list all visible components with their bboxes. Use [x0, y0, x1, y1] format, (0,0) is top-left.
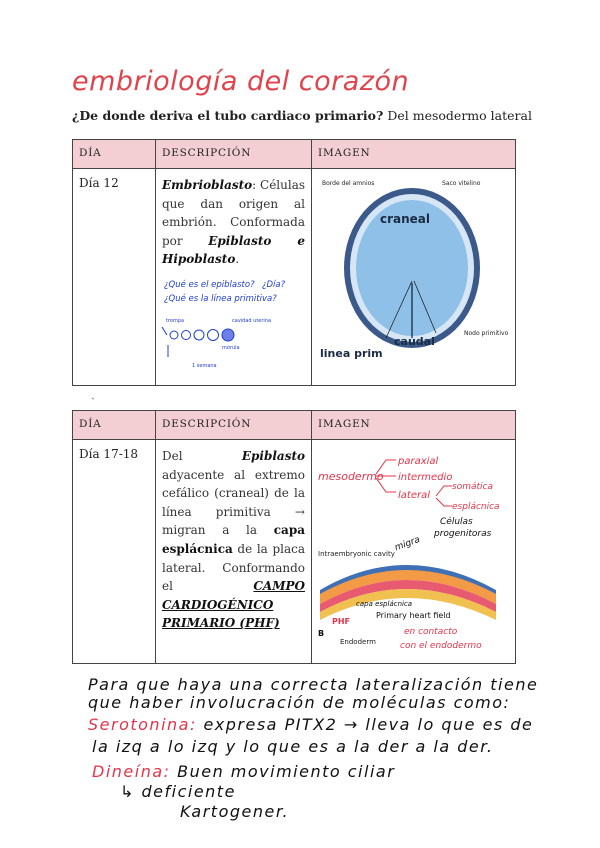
- fig-label-node: Nodo primitivo: [464, 330, 509, 337]
- page-subtitle: [72, 108, 532, 123]
- figure-heart-field: [316, 444, 500, 656]
- term-epiblasto: Epiblasto: [208, 233, 272, 248]
- table-day-12: [72, 139, 516, 386]
- note-endodermo: con el endodermo: [400, 641, 482, 651]
- row-day: Día 17-18: [73, 440, 156, 664]
- description-text: [162, 176, 305, 269]
- header-image: IMAGEN: [312, 411, 516, 440]
- hand-line-4: la izq a lo izq y lo que es a la der a la der.: [92, 737, 494, 756]
- term-dineina: Dineína:: [92, 762, 171, 781]
- row-image: [312, 169, 516, 386]
- sketch-cell-3: [194, 330, 204, 340]
- fig-label-cranial: craneal: [380, 212, 431, 226]
- note-paraxial: paraxial: [398, 456, 439, 467]
- note-somatica: somática: [452, 482, 493, 492]
- fig-label-caudal: caudal: [394, 335, 435, 348]
- header-description: DESCRIPCIÓN: [156, 411, 312, 440]
- hand-line-1: Para que haya una correcta lateralización tiene: [88, 675, 539, 694]
- fig-phf: PHF: [332, 617, 351, 626]
- row-day: Día 12: [73, 169, 156, 386]
- note-celulas: Células: [440, 517, 473, 527]
- note-migra: migra: [393, 534, 422, 554]
- note-contacto: en contacto: [404, 627, 458, 637]
- sketch-morula: [222, 329, 234, 341]
- subtitle-answer: Del mesodermo lateral: [387, 108, 532, 123]
- note-progenitoras: progenitoras: [434, 529, 492, 539]
- term-embrioblasto: Embrioblasto: [162, 178, 253, 192]
- page-title: embriología del corazón: [72, 66, 410, 97]
- header-day: DÍA: [73, 411, 156, 440]
- brace-meso: [376, 460, 396, 492]
- note-esplacnica: esplácnica: [452, 502, 500, 512]
- desc-part: adyacente al extremo cefálico (craneal) de la línea primitiva → migran a la: [162, 467, 305, 538]
- header-image: IMAGEN: [312, 140, 516, 169]
- brace-lateral: [436, 486, 452, 506]
- hand-line-3: [88, 715, 533, 734]
- hand-text: Buen movimiento ciliar: [170, 762, 396, 781]
- sketch-label-bottom: 1 semana: [192, 362, 217, 369]
- fig-label-line: linea prim: [320, 347, 383, 360]
- sketch-label-morula: mórula: [222, 344, 240, 351]
- row-image: [312, 440, 516, 664]
- sketch-cell-4: [208, 329, 219, 340]
- row-description: [156, 440, 312, 664]
- header-day: DÍA: [73, 140, 156, 169]
- stray-mark: ˎ: [91, 386, 95, 400]
- fig-phf-label: Primary heart field: [376, 611, 451, 620]
- note-lateral: lateral: [398, 490, 430, 501]
- desc-part: Del: [162, 449, 242, 463]
- fig-label-yolk: Saco vitelino: [442, 180, 481, 187]
- handwritten-notes-sketch: [162, 275, 292, 375]
- sketch-label-right: cavidad uterina: [232, 317, 272, 324]
- desc-part: de la placa lateral. Conformando el: [162, 541, 305, 594]
- fig-cavity: Intraembryonic cavity: [318, 550, 395, 558]
- sketch-tube: [162, 327, 167, 335]
- fig-label-amnion: Borde del amnios: [322, 180, 375, 187]
- header-description: DESCRIPCIÓN: [156, 140, 312, 169]
- sketch-label-left: trompa: [166, 317, 185, 324]
- note-q3: ¿Qué es la línea primitiva?: [164, 293, 277, 304]
- note-mesodermo: mesodermo: [318, 470, 384, 483]
- desc-end: .: [235, 252, 240, 267]
- note-q1: ¿Qué es el epiblasto?: [164, 279, 255, 290]
- hand-line-5: [92, 762, 395, 781]
- term-serotonina: Serotonina:: [88, 715, 197, 734]
- desc-part: : Células que dan origen al embrión. Conformada por: [162, 178, 306, 248]
- term-campo-cardiogenico: CAMPO CARDIOGÉNICO PRIMARIO (PHF): [162, 579, 305, 631]
- desc-and: e: [271, 233, 305, 248]
- hand-text: expresa PITX2 → lleva lo que es de: [196, 715, 534, 734]
- note-q2: ¿Día?: [262, 279, 286, 290]
- sketch-cell-1: [170, 331, 178, 339]
- hand-line-2: que haber involucración de moléculas como:: [88, 693, 511, 712]
- figure-embryonic-disc: [316, 173, 509, 361]
- fig-endoderm: Endoderm: [340, 638, 376, 646]
- fig-capa: capa esplácnica: [356, 600, 413, 608]
- table-day-17-18: [72, 410, 516, 664]
- fig-b: B: [318, 629, 325, 638]
- term-epiblasto: Epiblasto: [241, 449, 305, 463]
- row-description: [156, 169, 312, 386]
- term-capa-esplacnica: capa esplácnica: [162, 523, 305, 556]
- term-hipoblasto: Hipoblasto: [162, 252, 236, 267]
- note-intermedio: intermedio: [398, 472, 453, 483]
- sketch-cell-2: [182, 330, 191, 339]
- hand-line-6: ↳ deficiente: [120, 782, 236, 801]
- description-text: [162, 447, 305, 633]
- hand-line-7: Kartogener.: [180, 802, 290, 821]
- subtitle-question: ¿De donde deriva el tubo cardiaco primario?: [72, 108, 384, 123]
